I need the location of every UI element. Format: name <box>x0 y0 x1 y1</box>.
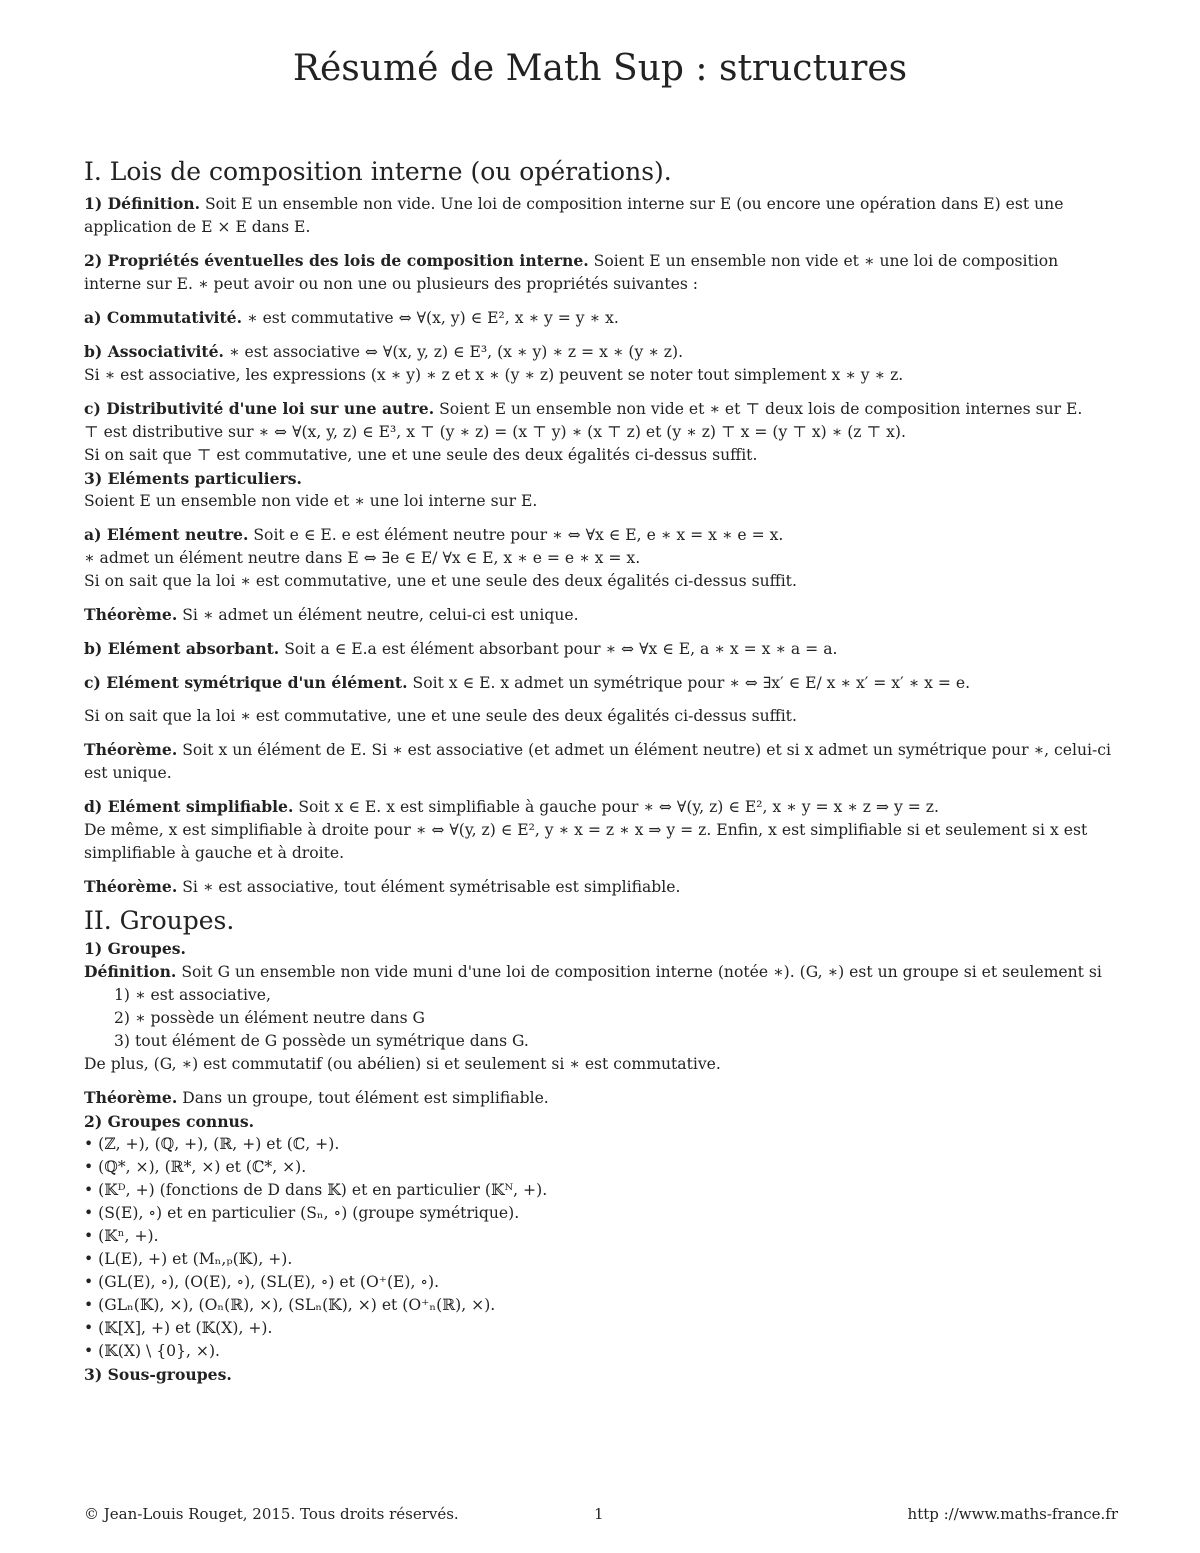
theorem-label: Théorème. <box>84 740 178 759</box>
group-axiom-item: 3) tout élément de G possède un symétrique dans G. <box>114 1032 529 1050</box>
theorem-label: Théorème. <box>84 605 178 624</box>
neutral-element-text: Soit e ∈ E. e est élément neutre pour ∗ ⇔ ∀x ∈ E, e ∗ x = x ∗ e = x. <box>253 526 784 544</box>
theorem-text: Si ∗ est associative, tout élément symétrisable est simplifiable. <box>182 878 681 896</box>
known-group-item: • (𝕂(X) \ {0}, ×). <box>84 1340 1118 1363</box>
known-groups-heading: 2) Groupes connus. <box>84 1112 255 1131</box>
known-group-item: • (GL(E), ∘), (O(E), ∘), (SL(E), ∘) et (O⁺(E), ∘). <box>84 1271 1118 1294</box>
properties-paragraph <box>84 249 1118 296</box>
known-group-item: • (L(E), +) et (Mₙ,ₚ(𝕂), +). <box>84 1248 1118 1271</box>
associativity-heading: b) Associativité. <box>84 342 224 361</box>
section-heading-2: II. Groupes. <box>84 906 235 935</box>
definition-heading: 1) Définition. <box>84 194 200 213</box>
neutral-element-note: Si on sait que la loi ∗ est commutative, une et une seule des deux égalités ci-dessus suffit. <box>84 572 797 590</box>
group-axiom-item: 2) ∗ possède un élément neutre dans G <box>114 1009 426 1027</box>
simplifiable-element-paragraph <box>84 795 1118 819</box>
symmetric-element-text: Soit x ∈ E. x admet un symétrique pour ∗ ⇔ ∃x′ ∈ E/ x ∗ x′ = x′ ∗ x = e. <box>412 674 971 692</box>
known-group-item: • (𝕂ⁿ, +). <box>84 1225 1118 1248</box>
symmetric-element-heading: c) Elément symétrique d'un élément. <box>84 673 408 692</box>
theorem-simplifiable <box>84 875 1118 899</box>
symmetric-element-paragraph <box>84 671 1118 695</box>
page-title: Résumé de Math Sup : structures <box>292 48 908 89</box>
absorbing-element-paragraph <box>84 637 1118 661</box>
theorem-neutral-unique <box>84 603 1118 627</box>
theorem-text: Dans un groupe, tout élément est simplifiable. <box>182 1089 549 1107</box>
known-group-item: • (S(E), ∘) et en particulier (Sₙ, ∘) (groupe symétrique). <box>84 1202 1118 1225</box>
known-group-item: • (𝕂ᴰ, +) (fonctions de D dans 𝕂) et en particulier (𝕂ᴺ, +). <box>84 1179 1118 1202</box>
commutativity-paragraph <box>84 306 1118 330</box>
associativity-text: ∗ est associative ⇔ ∀(x, y, z) ∈ E³, (x ∗ y) ∗ z = x ∗ (y ∗ z). <box>228 343 684 361</box>
neutral-element-heading: a) Elément neutre. <box>84 525 249 544</box>
symmetric-element-note: Si on sait que la loi ∗ est commutative, une et une seule des deux égalités ci-dessus suffit. <box>84 707 797 725</box>
commutativity-text: ∗ est commutative ⇔ ∀(x, y) ∈ E², x ∗ y = y ∗ x. <box>247 309 619 327</box>
simplifiable-element-text: Soit x ∈ E. x est simplifiable à gauche pour ∗ ⇔ ∀(y, z) ∈ E², x ∗ y = x ∗ z ⇒ y = z. <box>298 798 939 816</box>
known-group-item: • (𝕂[X], +) et (𝕂(X), +). <box>84 1317 1118 1340</box>
distributivity-definition: ⊤ est distributive sur ∗ ⇔ ∀(x, y, z) ∈ E³, x ⊤ (y ∗ z) = (x ⊤ y) ∗ (x ⊤ z) et (y ∗ z) ⊤ x = (y ⊤ x) ∗ (z ⊤ x). <box>84 423 906 441</box>
neutral-element-existence: ∗ admet un élément neutre dans E ⇔ ∃e ∈ E/ ∀x ∈ E, x ∗ e = e ∗ x = x. <box>84 549 641 567</box>
group-definition-heading: Définition. <box>84 962 177 981</box>
document-body <box>84 156 1118 1386</box>
theorem-group-simplifiable <box>84 1086 1118 1110</box>
distributivity-heading: c) Distributivité d'une loi sur une autre. <box>84 399 435 418</box>
theorem-text: Si ∗ admet un élément neutre, celui-ci est unique. <box>182 606 579 624</box>
distributivity-text: Soient E un ensemble non vide et ∗ et ⊤ deux lois de composition internes sur E. <box>439 400 1083 418</box>
associativity-note: Si ∗ est associative, les expressions (x ∗ y) ∗ z et x ∗ (y ∗ z) peuvent se noter tout simplement x ∗ y ∗ z. <box>84 366 904 384</box>
known-group-item: • (GLₙ(𝕂), ×), (Oₙ(ℝ), ×), (SLₙ(𝕂), ×) et (O⁺ₙ(ℝ), ×). <box>84 1294 1118 1317</box>
associativity-paragraph <box>84 340 1118 364</box>
known-group-item: • (ℚ*, ×), (ℝ*, ×) et (ℂ*, ×). <box>84 1156 1118 1179</box>
theorem-label: Théorème. <box>84 877 178 896</box>
group-definition-text: Soit G un ensemble non vide muni d'une loi de composition interne (notée ∗). (G, ∗) est un groupe si et seulement si <box>181 963 1102 981</box>
section-heading-1: I. Lois de composition interne (ou opérations). <box>84 157 672 186</box>
subgroups-heading: 3) Sous-groupes. <box>84 1365 232 1384</box>
theorem-symmetric-unique <box>84 738 1118 785</box>
distributivity-paragraph <box>84 397 1118 421</box>
copyright-notice: © Jean-Louis Rouget, 2015. Tous droits réservés. <box>84 1505 459 1523</box>
definition-text: Soit E un ensemble non vide. Une loi de composition interne sur E (ou encore une opération dans E) est une application de E × E dans E. <box>84 195 1064 236</box>
group-definition-paragraph <box>84 960 1118 984</box>
simplifiable-element-right: De même, x est simplifiable à droite pour ∗ ⇔ ∀(y, z) ∈ E², y ∗ x = z ∗ x ⇒ y = z. Enfin, x est simplifiable si et seulement si x est simplifiable à gauche et à droite. <box>84 821 1088 862</box>
website-link[interactable]: http ://www.maths-france.fr <box>907 1505 1118 1523</box>
definition-paragraph <box>84 192 1118 239</box>
page-number: 1 <box>594 1505 604 1523</box>
neutral-element-paragraph <box>84 523 1118 547</box>
group-axioms-list <box>84 984 1118 1053</box>
group-axiom-item: 1) ∗ est associative, <box>114 986 271 1004</box>
properties-heading: 2) Propriétés éventuelles des lois de composition interne. <box>84 251 589 270</box>
absorbing-element-heading: b) Elément absorbant. <box>84 639 280 658</box>
distributivity-note: Si on sait que ⊤ est commutative, une et une seule des deux égalités ci-dessus suffit. <box>84 446 758 464</box>
simplifiable-element-heading: d) Elément simplifiable. <box>84 797 294 816</box>
absorbing-element-text: Soit a ∈ E.a est élément absorbant pour ∗ ⇔ ∀x ∈ E, a ∗ x = x ∗ a = a. <box>284 640 838 658</box>
special-elements-text: Soient E un ensemble non vide et ∗ une loi interne sur E. <box>84 492 538 510</box>
abelian-definition: De plus, (G, ∗) est commutatif (ou abélien) si et seulement si ∗ est commutative. <box>84 1055 721 1073</box>
special-elements-heading: 3) Eléments particuliers. <box>84 469 302 488</box>
known-group-item: • (ℤ, +), (ℚ, +), (ℝ, +) et (ℂ, +). <box>84 1133 1118 1156</box>
known-groups-list <box>84 1133 1118 1363</box>
properties-text: Soient E un ensemble non vide et ∗ une loi de composition interne sur E. ∗ peut avoir ou non une ou plusieurs des propriétés suivantes : <box>84 252 1059 293</box>
theorem-label: Théorème. <box>84 1088 178 1107</box>
groups-subheading: 1) Groupes. <box>84 939 186 958</box>
commutativity-heading: a) Commutativité. <box>84 308 243 327</box>
theorem-text: Soit x un élément de E. Si ∗ est associative (et admet un élément neutre) et si x admet un symétrique pour ∗, celui-ci est unique. <box>84 741 1111 782</box>
